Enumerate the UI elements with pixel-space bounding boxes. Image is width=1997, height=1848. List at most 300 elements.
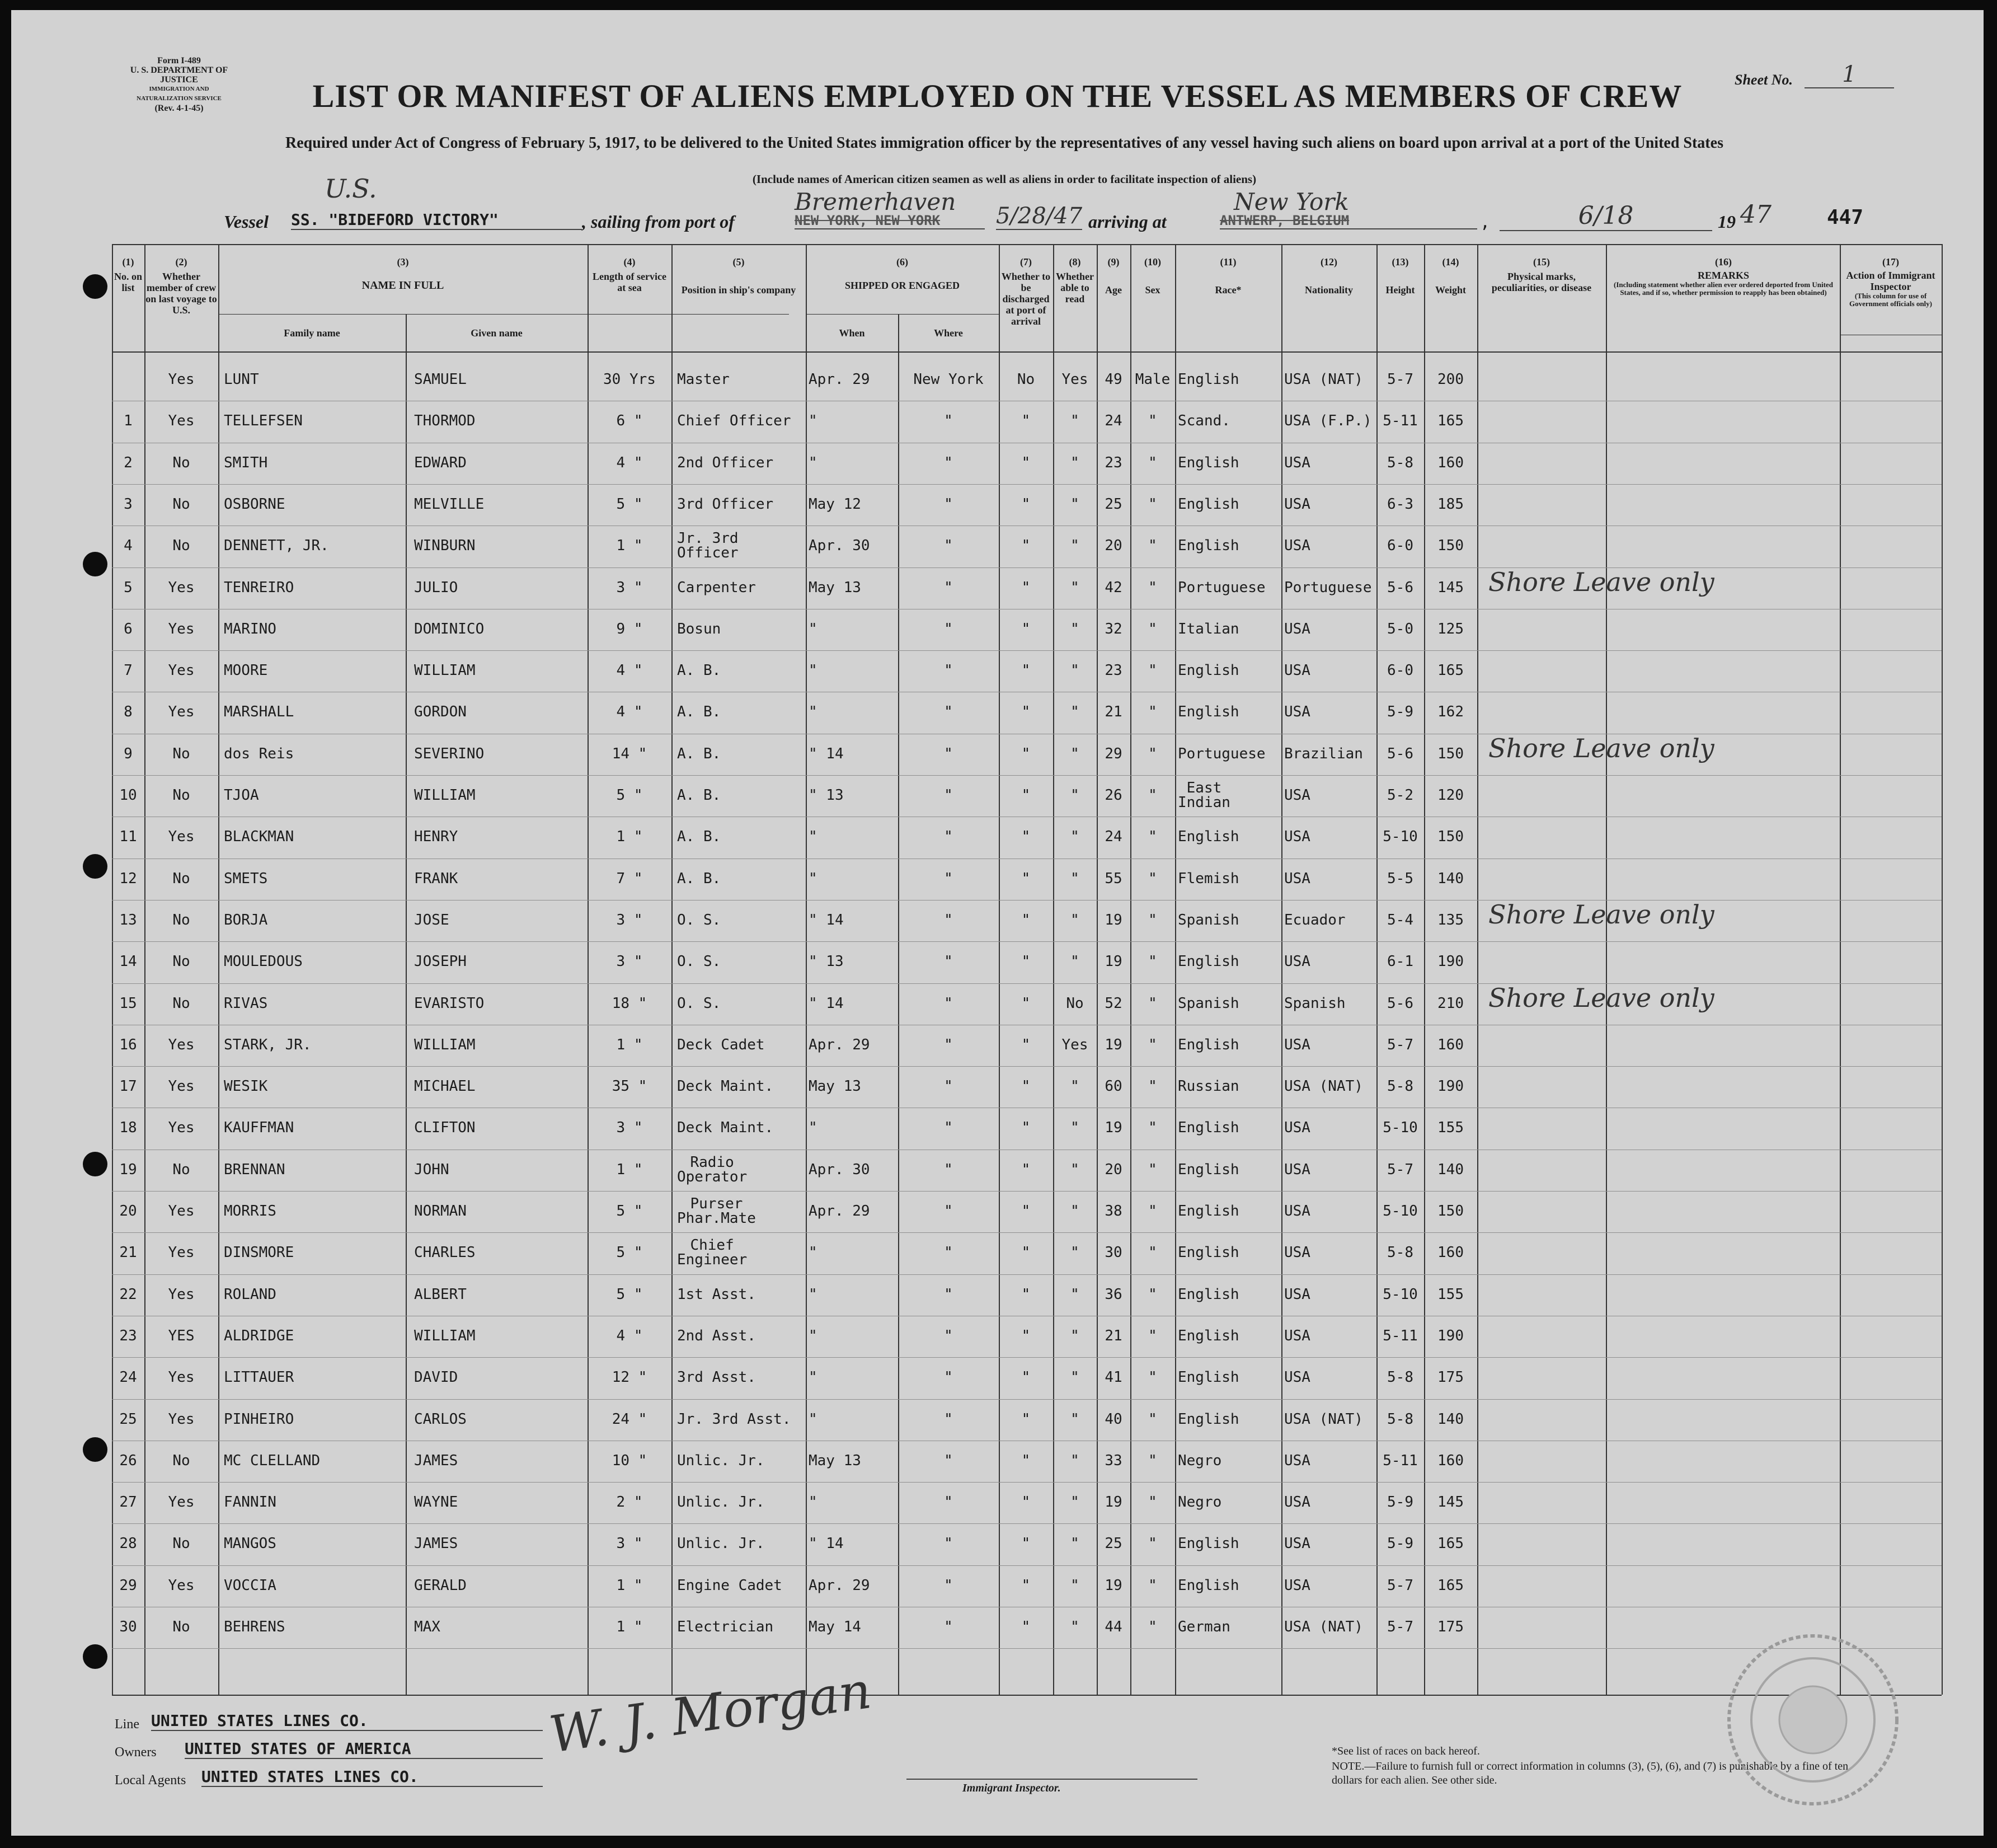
cell-disch: " [1021,1203,1031,1220]
header-col16 [1611,256,1835,297]
cell-sex: " [1148,1327,1157,1344]
cell-age: 38 [1105,1203,1122,1220]
header-col11 [1175,256,1281,296]
cell-given: WILLIAM [414,787,476,804]
cell-height: 5-7 [1387,1161,1413,1178]
cell-sex: " [1148,620,1157,637]
cell-nationality: USA [1284,703,1310,721]
cell-race: English [1178,1286,1239,1303]
cell-where: " [944,703,953,721]
cell-given: JULIO [414,579,458,596]
cell-disch: " [1021,995,1031,1012]
cell-given: JAMES [414,1535,458,1552]
cell-disch: " [1021,1452,1031,1469]
header-col8 [1053,256,1097,304]
cell-height: 5-6 [1387,745,1413,762]
cell-last: Yes [168,1577,195,1594]
cell-no: 13 [119,911,137,928]
cell-read: " [1070,703,1079,721]
cell-when: " 14 [809,745,844,762]
cell-given: WILLIAM [414,1327,476,1344]
header-col9 [1097,256,1130,296]
cell-when: Apr. 29 [809,1036,870,1053]
cell-read: " [1070,495,1079,513]
cell-disch: " [1021,579,1031,596]
cell-no: 2 [124,454,133,471]
cell-given: WILLIAM [414,1036,476,1053]
cell-age: 55 [1105,870,1122,887]
cell-age: 42 [1105,579,1122,596]
cell-when: " [809,1244,817,1261]
cell-weight: 160 [1437,1452,1464,1469]
punch-hole [83,1644,107,1669]
header-number: (16) [1715,256,1732,268]
cell-given: CLIFTON [414,1119,476,1137]
cell-read: " [1070,620,1079,637]
cell-position: Unlic. Jr. [677,1452,765,1469]
cell-service: 3 " [616,1535,643,1552]
cell-sex: " [1148,1286,1157,1303]
cell-family: MORRIS [224,1203,276,1220]
col-divider [406,314,407,1695]
cell-family: TENREIRO [224,579,294,596]
cell-age: 25 [1105,495,1122,513]
cell-height: 5-11 [1383,1452,1418,1469]
cell-nationality: USA [1284,454,1310,471]
cell-nationality: USA (NAT) [1284,1619,1363,1635]
cell-position: 3rd Officer [677,495,774,513]
cell-age: 19 [1105,1119,1122,1137]
cell-nationality: Spanish [1284,995,1346,1012]
cell-nationality: USA [1284,1119,1310,1137]
cell-sex: " [1148,1410,1157,1428]
cell-weight: 185 [1437,495,1464,513]
cell-no: 3 [124,495,133,513]
cell-service: 9 " [616,620,643,637]
cell-where: " [944,1244,953,1261]
cell-sex: " [1148,1203,1157,1220]
cell-when: " [809,1327,817,1344]
cell-when: May 14 [809,1619,861,1635]
cell-read: " [1070,1369,1079,1386]
cell-race: English [1178,1161,1239,1178]
cell-family: SMITH [224,454,268,471]
form-rev: (Rev. 4-1-45) [154,104,204,113]
cell-given: WAYNE [414,1494,458,1511]
header-number: (6) [896,256,908,268]
cell-when: " 14 [809,1535,844,1552]
cell-last: Yes [168,412,195,430]
cell-last: No [172,911,190,928]
cell-sex: " [1148,1244,1157,1261]
cell-where: " [944,1577,953,1594]
cell-last: Yes [168,1078,195,1095]
cell-race: English [1178,1535,1239,1552]
cell-weight: 175 [1437,1369,1464,1386]
cell-where: " [944,1036,953,1053]
cell-disch: " [1021,537,1031,555]
cell-sex: Male [1135,371,1171,388]
cell-no: 4 [124,537,133,555]
cell-read: " [1070,537,1079,555]
cell-service: 1 " [616,1036,643,1053]
cell-age: 19 [1105,953,1122,970]
cell-height: 6-0 [1387,537,1413,555]
cell-age: 19 [1105,1036,1122,1053]
header-col3 [218,256,588,291]
cell-family: BEHRENS [224,1619,285,1635]
header-col10 [1130,256,1175,296]
cell-position: Purser Phar.Mate [677,1195,756,1227]
cell-weight: 165 [1437,1535,1464,1552]
cell-family: MC CLELLAND [224,1452,321,1469]
cell-race: English [1178,953,1239,970]
cell-age: 23 [1105,662,1122,679]
cell-no: 20 [119,1203,137,1220]
punch-hole [83,854,107,879]
cell-read: " [1070,1619,1079,1635]
cell-sex: " [1148,1078,1157,1095]
cell-position: Engine Cadet [677,1577,782,1594]
cell-given: HENRY [414,828,458,846]
cell-when: " [809,1369,817,1386]
cell-weight: 150 [1437,745,1464,762]
cell-height: 5-10 [1383,1286,1418,1303]
cell-last: Yes [168,703,195,721]
cell-height: 5-8 [1387,454,1413,471]
cell-disch: " [1021,1369,1031,1386]
row-divider [112,650,1942,651]
row-divider [112,1357,1942,1358]
cell-position: O. S. [677,911,721,928]
cell-race: Italian [1178,620,1239,637]
cell-service: 6 " [616,412,643,430]
line-value: UNITED STATES LINES CO. [151,1711,543,1731]
header-number: (3) [397,256,409,268]
cell-where: " [944,1619,953,1635]
cell-position: A. B. [677,662,721,679]
header-number: (15) [1533,256,1550,268]
cell-when: " [809,703,817,721]
cell-nationality: Portuguese [1284,579,1372,596]
manifest-instruction: (Include names of American citizen seamen as well as aliens in order to facilitate inspection of aliens) [752,172,1257,186]
cell-nationality: USA (NAT) [1284,1078,1363,1095]
cell-service: 35 " [612,1078,647,1095]
cell-when: May 12 [809,495,861,513]
cell-weight: 145 [1437,1494,1464,1511]
cell-race: Negro [1178,1494,1222,1511]
cell-height: 5-7 [1387,1619,1413,1635]
header-when: When [839,327,865,339]
cell-position: Bosun [677,620,721,637]
cell-nationality: USA [1284,495,1310,513]
cell-given: FRANK [414,870,458,887]
cell-no: 30 [119,1619,137,1635]
cell-height: 5-8 [1387,1410,1413,1428]
cell-family: DENNETT, JR. [224,537,329,555]
col-divider [1477,244,1478,1695]
cell-height: 5-10 [1383,828,1418,846]
handwritten-arrival-port: New York [1234,188,1349,215]
cell-given: JOSEPH [414,953,467,970]
cell-weight: 165 [1437,662,1464,679]
cell-family: VOCCIA [224,1577,276,1594]
cell-height: 6-0 [1387,662,1413,679]
cell-position: 2nd Asst. [677,1327,756,1344]
cell-nationality: USA [1284,537,1310,555]
header-where: Where [934,327,963,339]
cell-read: " [1070,1452,1079,1469]
cell-sex: " [1148,1494,1157,1511]
cell-last: No [172,870,190,887]
cell-nationality: USA (NAT) [1284,1410,1363,1428]
header-label: Nationality [1304,284,1353,296]
col-divider [218,244,219,1695]
cell-when: " [809,454,817,471]
cell-weight: 150 [1437,1203,1464,1220]
cell-sex: " [1148,537,1157,555]
cell-when: " 13 [809,953,844,970]
cell-sex: " [1148,870,1157,887]
cell-nationality: USA [1284,870,1310,887]
cell-no: 14 [119,953,137,970]
cell-read: " [1070,1119,1079,1137]
cell-when: Apr. 29 [809,371,870,388]
cell-nationality: USA (F.P.) [1284,412,1372,430]
cell-service: 3 " [616,1119,643,1137]
col-divider [1840,244,1841,1695]
cell-sex: " [1148,412,1157,430]
cell-nationality: USA [1284,1535,1310,1552]
cell-height: 5-8 [1387,1244,1413,1261]
col-divider [1942,244,1943,1695]
cell-where: " [944,911,953,928]
cell-age: 32 [1105,620,1122,637]
cell-read: " [1070,911,1079,928]
cell-weight: 162 [1437,703,1464,721]
cell-family: MOULEDOUS [224,953,303,970]
cell-weight: 145 [1437,579,1464,596]
cell-when: " [809,662,817,679]
cell-position: 1st Asst. [677,1286,756,1303]
cell-nationality: USA [1284,1036,1310,1053]
cell-position: Chief Officer [677,412,791,430]
cell-no: 28 [119,1535,137,1552]
cell-given: GORDON [414,703,467,721]
cell-last: No [172,1161,190,1178]
row-divider [112,941,1942,942]
cell-weight: 155 [1437,1119,1464,1137]
header-label: REMARKS [1697,270,1749,281]
cell-when: " [809,620,817,637]
cell-last: Yes [168,1244,195,1261]
year-suffix: 47 [1740,200,1772,229]
agents-label: Local Agents [115,1773,186,1788]
cell-no: 24 [119,1369,137,1386]
cell-where: " [944,1161,953,1178]
cell-no: 27 [119,1494,137,1511]
cell-when: May 13 [809,1078,861,1095]
cell-family: MARINO [224,620,276,637]
cell-race: Russian [1178,1078,1239,1095]
cell-nationality: Brazilian [1284,745,1363,762]
cell-last: No [172,495,190,513]
cell-given: JOSE [414,911,449,928]
cell-race: English [1178,1203,1239,1220]
cell-family: BORJA [224,911,268,928]
cell-disch: " [1021,495,1031,513]
cell-sex: " [1148,787,1157,804]
cell-weight: 135 [1437,911,1464,928]
cell-read: " [1070,745,1079,762]
cell-where: " [944,1494,953,1511]
cell-disch: No [1017,371,1035,388]
row-divider [112,1232,1942,1233]
cell-service: 1 " [616,1619,643,1635]
cell-nationality: USA [1284,1244,1310,1261]
header-note: (This column for use of Government officials only) [1849,292,1933,308]
col-divider [1281,244,1282,1695]
header-label: Length of service at sea [593,271,666,293]
cell-where: " [944,1369,953,1386]
row-divider [112,1191,1942,1192]
cell-where: " [944,1078,953,1095]
header-bottom-border [112,351,1942,353]
cell-last: Yes [168,828,195,846]
cell-no: 1 [124,412,133,430]
cell-last: No [172,787,190,804]
cell-race: English [1178,703,1239,721]
cell-nationality: USA [1284,1327,1310,1344]
inspector-signature-line [906,1779,1197,1780]
header-label: Position in ship's company [681,284,796,296]
cell-disch: " [1021,1286,1031,1303]
penalty-note: NOTE.—Failure to furnish full or correct information in columns (3), (5), (6), and (7) is punishable by a fine of ten dollars for each alien. See other side. [1332,1760,1849,1786]
cell-where: " [944,1535,953,1552]
cell-where: " [944,1410,953,1428]
cell-last: No [172,1535,190,1552]
cell-sex: " [1148,995,1157,1012]
cell-nationality: USA (NAT) [1284,371,1363,388]
cell-age: 21 [1105,1327,1122,1344]
header-family-name: Family name [284,327,340,339]
cell-family: SMETS [224,870,268,887]
cell-last: Yes [168,1036,195,1053]
cell-height: 6-3 [1387,495,1413,513]
cell-when: " [809,1494,817,1511]
cell-race: English [1178,828,1239,846]
header-given-name: Given name [471,327,523,339]
cell-race: English [1178,1410,1239,1428]
cell-race: Negro [1178,1452,1222,1469]
cell-read: " [1070,870,1079,887]
cell-when: Apr. 30 [809,537,870,555]
table-bottom-border [112,1695,1942,1696]
cell-service: 18 " [612,995,647,1012]
cell-position: A. B. [677,745,721,762]
cell-race: German [1178,1619,1230,1635]
cell-read: " [1070,662,1079,679]
cell-given: EDWARD [414,454,467,471]
cell-disch: " [1021,1119,1031,1137]
cell-when: " [809,1286,817,1303]
cell-no: 29 [119,1577,137,1594]
official-stamp-seal [1721,1627,1905,1812]
header-number: (17) [1882,256,1899,268]
cell-height: 5-7 [1387,1036,1413,1053]
header-label: NAME IN FULL [361,279,444,292]
header-label: Race* [1215,284,1242,296]
cell-weight: 140 [1437,1161,1464,1178]
shipped-subheader-line [806,314,999,315]
header-col5 [671,256,806,296]
cell-family: DINSMORE [224,1244,294,1261]
inspector-signature: W. J. Morgan [546,1661,875,1765]
cell-height: 5-6 [1387,579,1413,596]
cell-no: 22 [119,1286,137,1303]
cell-service: 4 " [616,454,643,471]
cell-disch: " [1021,1535,1031,1552]
owners-value: UNITED STATES OF AMERICA [185,1739,543,1759]
cell-position: Deck Maint. [677,1119,774,1137]
cell-height: 5-5 [1387,870,1413,887]
cell-last: No [172,995,190,1012]
cell-race: English [1178,662,1239,679]
cell-where: " [944,1327,953,1344]
cell-last: Yes [168,1369,195,1386]
cell-no: 16 [119,1036,137,1053]
row-divider [112,1066,1942,1067]
cell-weight: 190 [1437,953,1464,970]
cell-where: " [944,454,953,471]
cell-sex: " [1148,454,1157,471]
cell-service: 5 " [616,1203,643,1220]
cell-nationality: USA [1284,787,1310,804]
punch-hole [83,1437,107,1462]
cell-position: Master [677,371,730,388]
sheet-no-label: Sheet No. [1735,72,1793,88]
manifest-sheet [11,10,1984,1836]
header-label: Weight [1435,284,1466,296]
cell-given: MELVILLE [414,495,485,513]
cell-race: English [1178,1119,1239,1137]
cell-weight: 200 [1437,371,1464,388]
cell-sex: " [1148,1369,1157,1386]
cell-family: ROLAND [224,1286,276,1303]
col-divider [806,244,807,1695]
cell-family: MARSHALL [224,703,294,721]
cell-height: 5-7 [1387,371,1413,388]
cell-age: 44 [1105,1619,1122,1635]
cell-when: " [809,870,817,887]
cell-where: " [944,537,953,555]
cell-read: " [1070,1203,1079,1220]
header-label: Sex [1145,284,1160,296]
row-divider [112,1648,1942,1649]
cell-height: 5-8 [1387,1078,1413,1095]
header-number: (8) [1069,256,1081,268]
cell-height: 5-9 [1387,703,1413,721]
cell-read: " [1070,454,1079,471]
form-dept: U. S. DEPARTMENT OF JUSTICE [130,65,228,85]
cell-service: 5 " [616,495,643,513]
cell-age: 60 [1105,1078,1122,1095]
cell-when: " 14 [809,911,844,928]
cell-where: " [944,953,953,970]
cell-service: 4 " [616,703,643,721]
cell-height: 5-7 [1387,1577,1413,1594]
cell-weight: 160 [1437,1244,1464,1261]
